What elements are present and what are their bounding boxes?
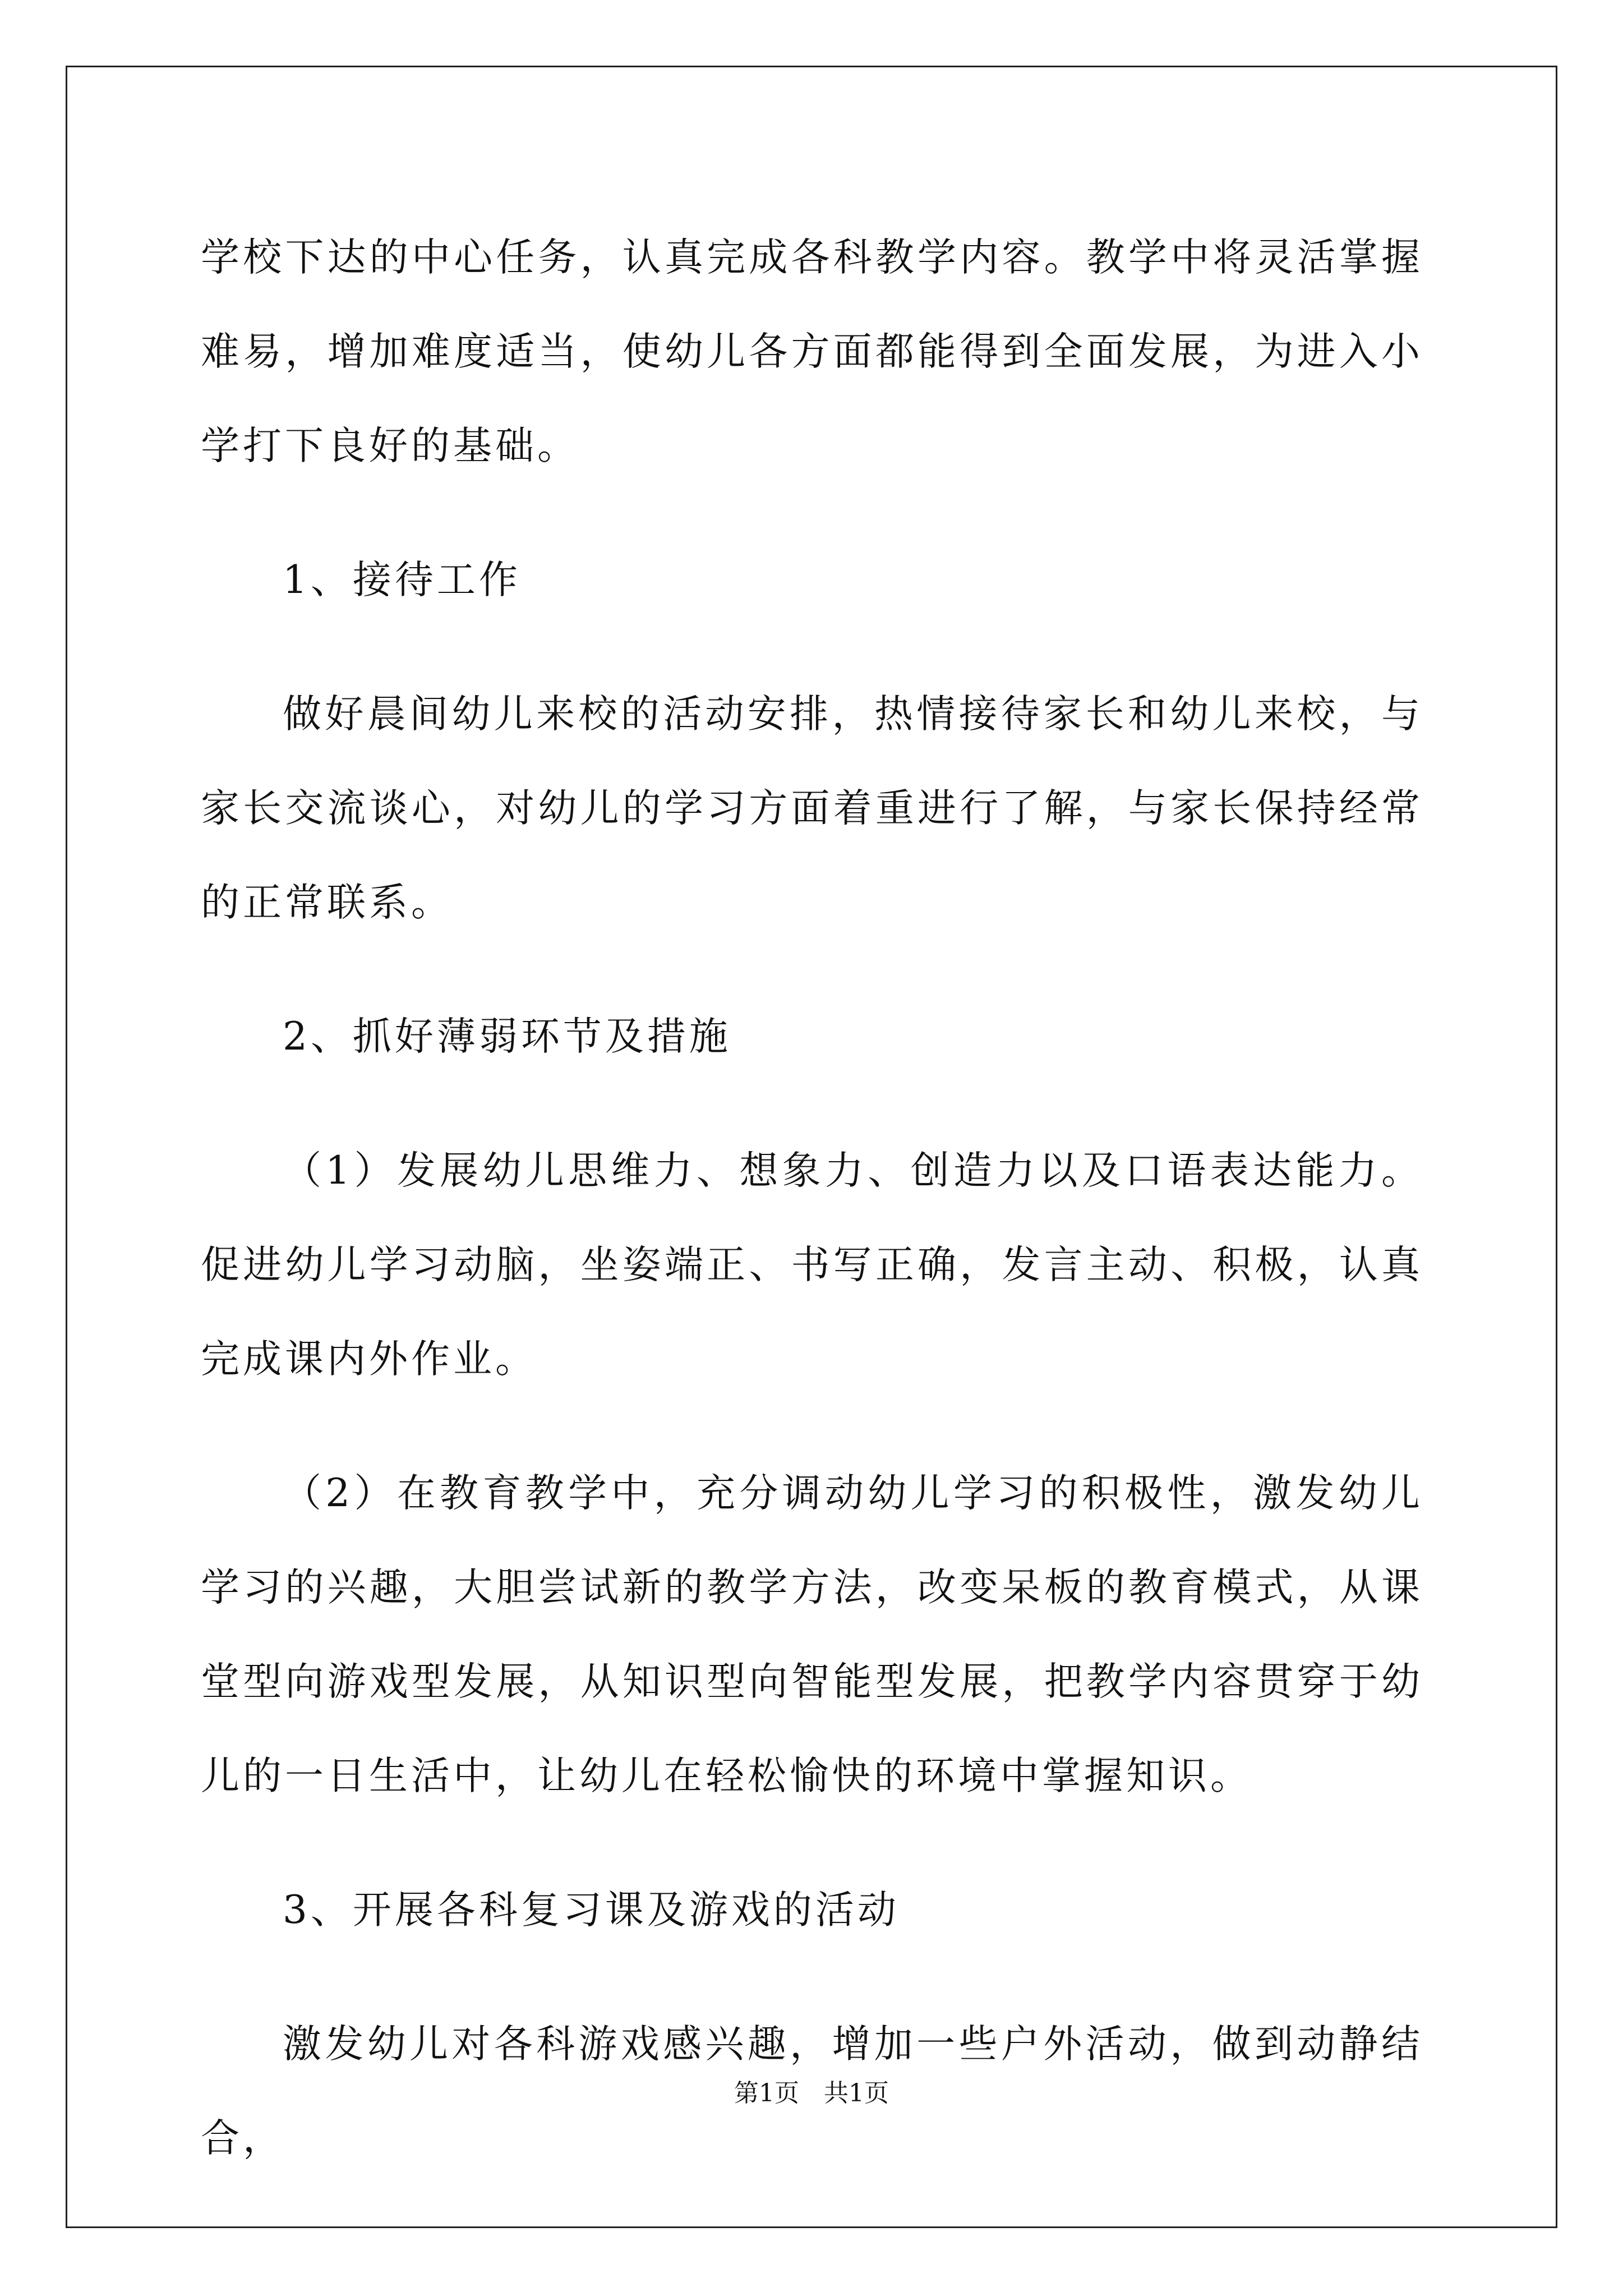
paragraph-3: （1）发展幼儿思维力、想象力、创造力以及口语表达能力。促进幼儿学习动脑，坐姿端正、书写正确，发言主动、积极，认真完成课内外作业。 [201, 1148, 1423, 1382]
paragraph-2: 做好晨间幼儿来校的活动安排，热情接待家长和幼儿来校，与家长交流谈心，对幼儿的学习方面着重进行了解，与家长保持经常的正常联系。 [201, 692, 1423, 925]
paragraph-5: 激发幼儿对各科游戏感兴趣，增加一些户外活动，做到动静结合， [201, 2022, 1423, 2161]
paragraph-4: （2）在教育教学中，充分调动幼儿学习的积极性，激发幼儿学习的兴趣，大胆尝试新的教学方法，改变呆板的教育模式，从课堂型向游戏型发展，从知识型向智能型发展，把教学内容贯穿于幼儿的一日生活中，让幼儿在轻松愉快的环境中掌握知识。 [201, 1471, 1423, 1798]
heading-review-activities: 3、开展各科复习课及游戏的活动 [283, 1888, 900, 1932]
paragraph-1: 学校下达的中心任务，认真完成各科教学内容。教学中将灵活掌握难易，增加难度适当，使幼儿各方面都能得到全面发展，为进入小学打下良好的基础。 [201, 235, 1423, 468]
document-body [201, 210, 1423, 2225]
heading-reception-work: 1、接待工作 [283, 558, 521, 602]
page-number: 第1页 共1页 [734, 2079, 889, 2108]
heading-weak-links: 2、抓好薄弱环节及措施 [283, 1014, 731, 1059]
